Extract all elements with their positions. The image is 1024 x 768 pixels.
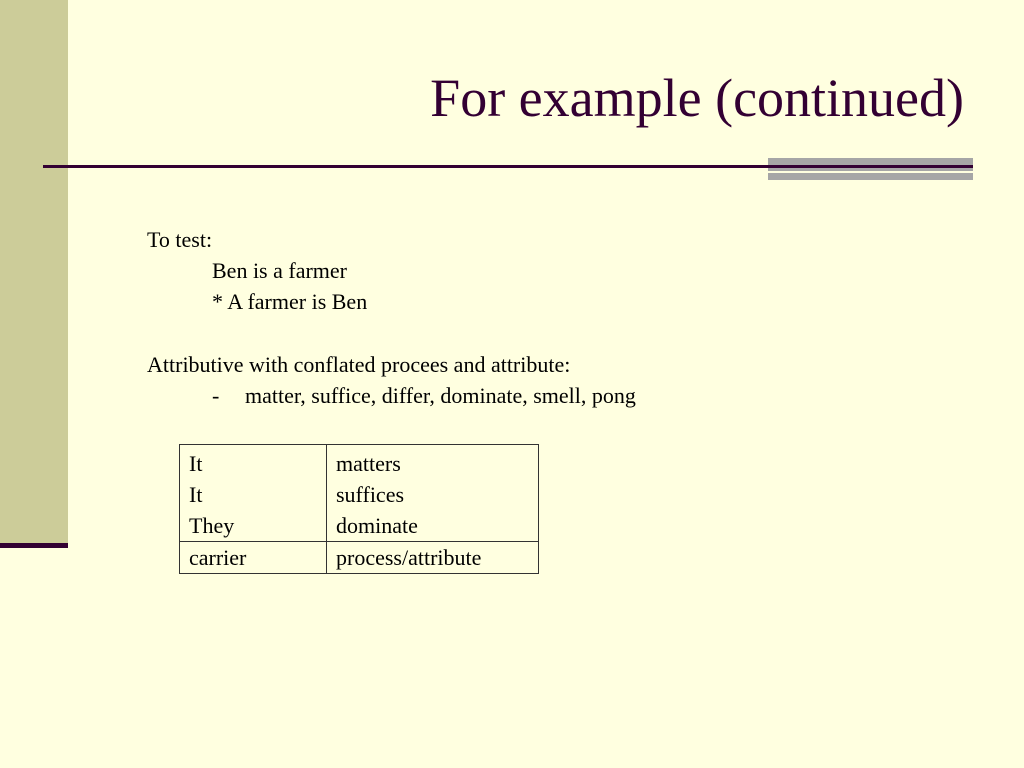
- test-example: * A farmer is Ben: [212, 289, 368, 314]
- table-cell-text: It: [189, 482, 203, 507]
- table-cell-text: dominate: [336, 513, 418, 538]
- paragraph-gap: [147, 317, 636, 349]
- table-row: [180, 445, 539, 542]
- table-cell-text: matters: [336, 451, 401, 476]
- bullet-dash: -: [212, 383, 220, 408]
- table-row: [180, 542, 539, 574]
- attributive-heading: Attributive with conflated procees and attribute:: [147, 352, 571, 377]
- bullet-text: matter, suffice, differ, dominate, smell, pong: [245, 383, 636, 408]
- slide-body: [147, 224, 636, 411]
- example-table: [179, 444, 539, 574]
- left-decorative-bar: [0, 0, 68, 546]
- table-cell-text: They: [189, 513, 235, 538]
- verb-cell: [327, 445, 539, 542]
- slide-title: For example (continued): [430, 68, 964, 128]
- title-accent-stripes: [768, 158, 973, 180]
- accent-stripe: [768, 158, 973, 165]
- left-bar-base-line: [0, 543, 68, 548]
- role-cell-carrier: carrier: [180, 542, 327, 574]
- table-cell-text: It: [189, 451, 203, 476]
- bullet-item: [147, 380, 636, 411]
- accent-stripe: [768, 173, 973, 180]
- test-heading: To test:: [147, 227, 213, 252]
- role-cell-process: process/attribute: [327, 542, 539, 574]
- accent-stripe: [768, 168, 973, 171]
- participant-cell: [180, 445, 327, 542]
- table-cell-text: suffices: [336, 482, 405, 507]
- test-example: Ben is a farmer: [212, 258, 347, 283]
